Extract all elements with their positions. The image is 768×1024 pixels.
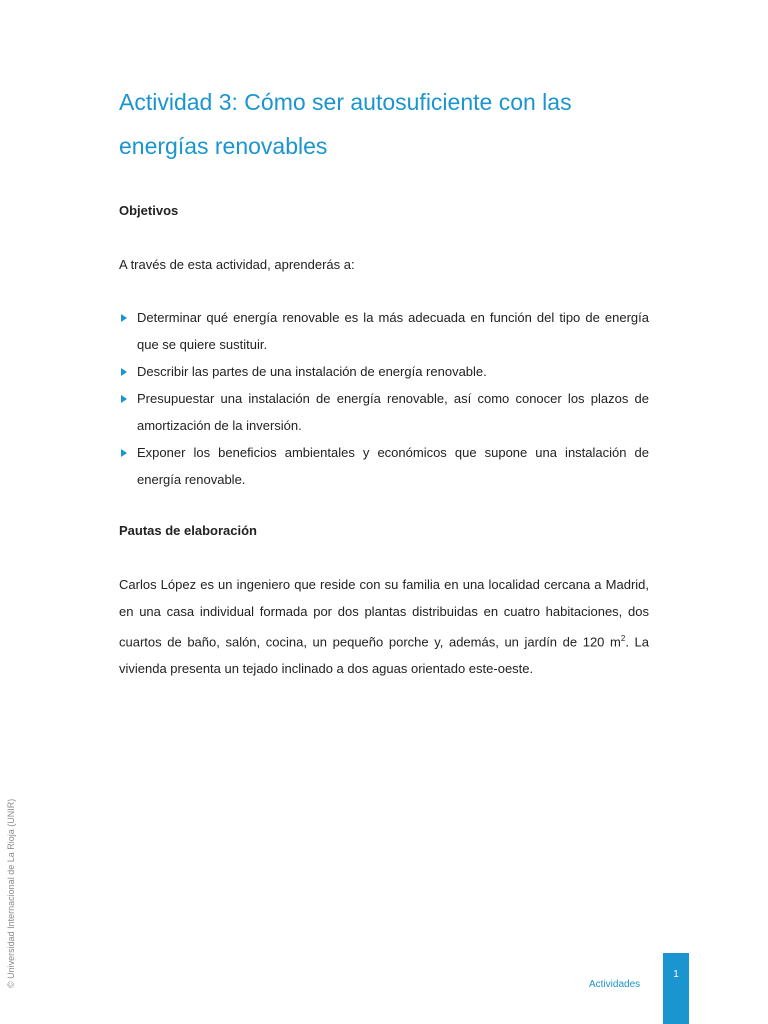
objectives-heading: Objetivos: [119, 203, 179, 218]
triangle-bullet-icon: [121, 449, 127, 457]
list-item: [119, 439, 649, 493]
title-line-1: Actividad 3: Cómo ser autosuficiente con las: [119, 89, 572, 115]
triangle-bullet-icon: [121, 314, 127, 322]
list-item: [119, 358, 649, 385]
objectives-intro: A través de esta actividad, aprenderás a:: [119, 257, 355, 272]
triangle-bullet-icon: [121, 395, 127, 403]
objectives-list: [119, 304, 649, 493]
list-item: [119, 304, 649, 358]
objective-text: Describir las partes de una instalación de energía renovable.: [137, 364, 487, 379]
list-item: [119, 385, 649, 439]
triangle-bullet-icon: [121, 368, 127, 376]
page-title: [119, 80, 659, 168]
page-number-tab: [663, 953, 689, 1024]
objective-text: Presupuestar una instalación de energía renovable, así como conocer los plazos de amortización de la inversión.: [137, 391, 649, 433]
guidelines-paragraph: [119, 571, 649, 682]
copyright-sidebar: © Universidad Internacional de La Rioja (UNIR): [6, 798, 16, 988]
guidelines-text-part2: . La vivienda presenta un tejado inclinado a dos aguas orientado este-oeste.: [119, 634, 649, 677]
footer-section-label: Actividades: [589, 979, 641, 990]
guidelines-text-part1: Carlos López es un ingeniero que reside con su familia en una localidad cercana a Madrid, en una casa individual formada por dos plantas distribuidas en cuatro habitaciones, dos cuartos de baño, salón, cocina, un pequeño porche y, además, un jardín de 120 m: [119, 577, 649, 650]
objective-text: Exponer los beneficios ambientales y económicos que supone una instalación de energía renovable.: [137, 445, 649, 487]
superscript-2: 2: [620, 634, 626, 643]
objective-text: Determinar qué energía renovable es la más adecuada en función del tipo de energía que se quiere sustituir.: [137, 310, 649, 352]
title-line-2: energías renovables: [119, 133, 328, 159]
guidelines-heading: Pautas de elaboración: [119, 523, 257, 538]
page-number: 1: [673, 969, 679, 980]
